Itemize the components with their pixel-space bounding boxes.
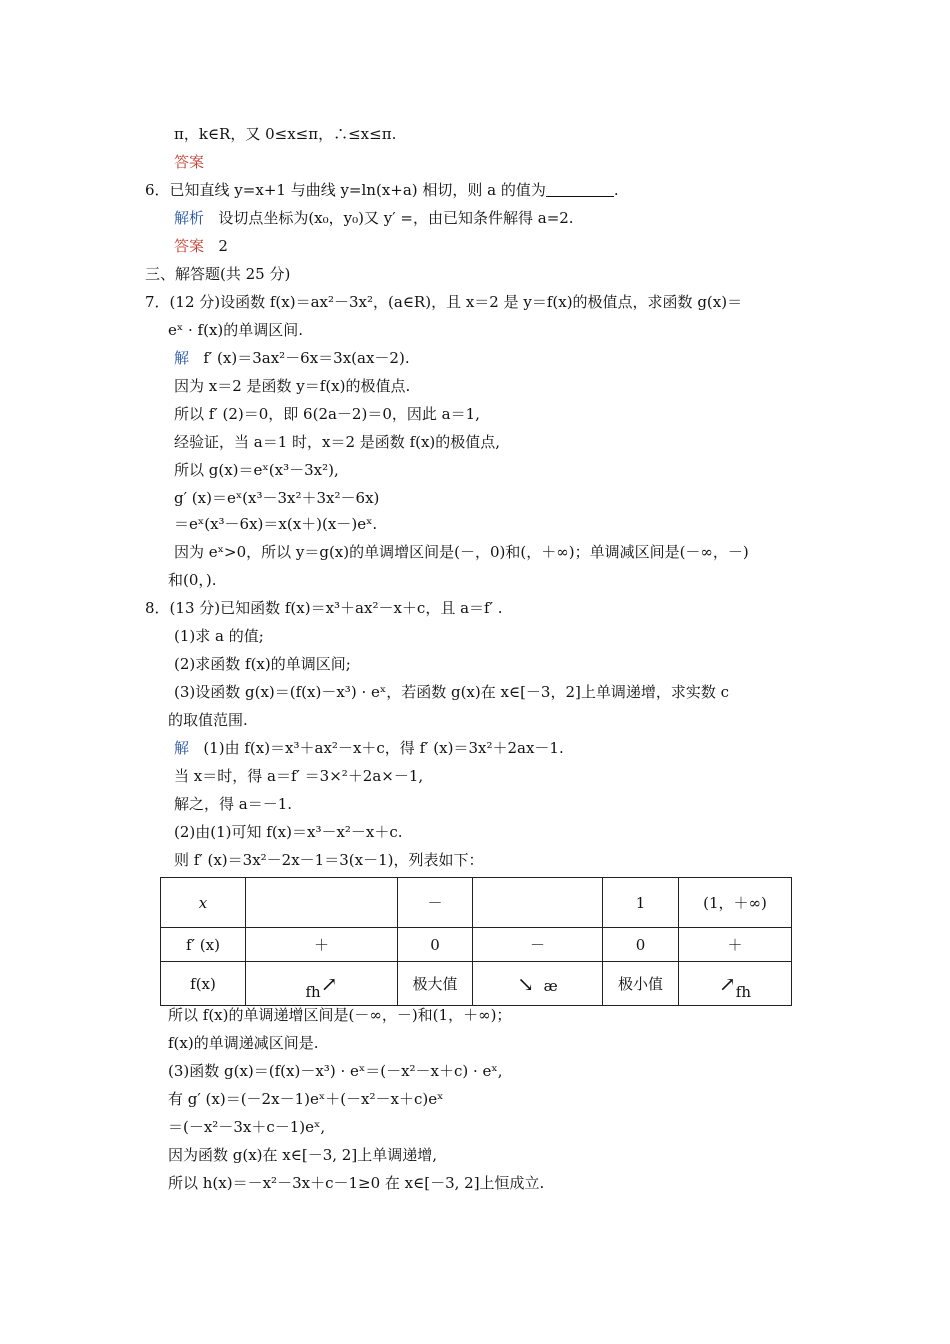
analysis-line: 解析 设切点坐标为(x₀，y₀)又 y′ =，由已知条件解得 a=2. — [174, 209, 574, 227]
solution-line: 解 (1)由 f(x)＝x³＋ax²－x＋c，得 f′ (x)＝3x²＋2ax－1. — [174, 739, 564, 757]
text-line: ＝eˣ(x³－6x)＝x(x＋)(x－)eˣ. — [174, 515, 378, 533]
solution-label: 解 — [174, 739, 190, 757]
text-line: 经验证，当 a＝1 时，x＝2 是函数 f(x)的极值点, — [174, 433, 501, 451]
answer-line: 答案 2 — [174, 237, 228, 255]
answer-blank — [546, 182, 614, 197]
variation-table — [160, 877, 792, 1006]
text-line: ＝(－x²－3x＋c－1)eˣ, — [168, 1118, 326, 1136]
table-cell: 极大值 — [398, 962, 473, 1006]
text-line: eˣ · f(x)的单调区间. — [168, 321, 304, 339]
increasing-arrow-icon: ↗ — [320, 971, 338, 996]
analysis-label: 解析 — [174, 209, 205, 227]
table-cell: ＋ — [246, 928, 398, 962]
table-cell — [473, 878, 603, 928]
table-cell: ↗fh — [679, 962, 792, 1006]
text-line: 的取值范围. — [168, 711, 248, 729]
text-line: (2)求函数 f(x)的单调区间; — [174, 655, 351, 673]
text-line: (3)函数 g(x)＝(f(x)－x³) · eˣ＝(－x²－x＋c) · eˣ, — [168, 1062, 503, 1080]
solution-label: 解 — [174, 349, 190, 367]
table-cell: f′ (x) — [161, 928, 246, 962]
table-cell: ↘ æ — [473, 962, 603, 1006]
text-line: 则 f′ (x)＝3x²－2x－1＝3(x－1)，列表如下： — [174, 851, 484, 869]
table-cell: f(x) — [161, 962, 246, 1006]
text-line: (2)由(1)可知 f(x)＝x³－x²－x＋c. — [174, 823, 403, 841]
table-cell: － — [398, 878, 473, 928]
text-line: 和(0，). — [168, 571, 217, 589]
question-7: 7．(12 分)设函数 f(x)＝ax²－3x²，(a∈R)，且 x＝2 是 y＝f(x)的极值点，求函数 g(x)＝ — [145, 293, 743, 311]
table-row — [161, 928, 792, 962]
text-line: 所以 f′ (2)＝0，即 6(2a－2)＝0，因此 a＝1, — [174, 405, 480, 423]
table-row — [161, 962, 792, 1006]
text-line: 当 x＝时，得 a＝f′ ＝3×²＋2a×－1, — [174, 767, 424, 785]
table-cell: 0 — [398, 928, 473, 962]
text-line: 因为 eˣ>0，所以 y＝g(x)的单调增区间是(－，0)和(，＋∞)；单调减区间是(－∞，－) — [174, 543, 749, 561]
text-line: 解之，得 a＝－1. — [174, 795, 293, 813]
text-line: g′ (x)＝eˣ(x³－3x²＋3x²－6x) — [174, 489, 380, 507]
increasing-arrow-icon: ↗ — [719, 971, 736, 996]
text-line: (1)求 a 的值; — [174, 627, 264, 645]
section-heading: 三、解答题(共 25 分) — [145, 265, 291, 283]
table-cell: ＋ — [679, 928, 792, 962]
answer-label: 答案 — [174, 153, 205, 171]
text-line: 因为函数 g(x)在 x∈[－3, 2]上单调递增, — [168, 1146, 437, 1164]
text-line: 所以 f(x)的单调递增区间是(－∞，－)和(1，＋∞)； — [168, 1006, 512, 1024]
text-line: (3)设函数 g(x)＝(f(x)－x³) · eˣ，若函数 g(x)在 x∈[－3，2]上单调递增，求实数 c — [174, 683, 730, 701]
table-row — [161, 878, 792, 928]
table-cell: 极小值 — [603, 962, 679, 1006]
solution-line: 解 f′ (x)＝3ax²－6x＝3x(ax－2). — [174, 349, 410, 367]
text-line: 所以 h(x)＝－x²－3x＋c－1≥0 在 x∈[－3, 2]上恒成立. — [168, 1174, 545, 1192]
table-cell: x — [161, 878, 246, 928]
table-cell: 0 — [603, 928, 679, 962]
text-line: 因为 x＝2 是函数 y＝f(x)的极值点. — [174, 377, 411, 395]
table-cell: － — [473, 928, 603, 962]
text-line: π，k∈R，又 0≤x≤π，∴≤x≤π. — [174, 125, 397, 143]
table-cell: 1 — [603, 878, 679, 928]
answer-label: 答案 — [174, 237, 205, 255]
decreasing-arrow-icon: ↘ — [517, 971, 535, 996]
table-cell — [246, 878, 398, 928]
text-line: 所以 g(x)＝eˣ(x³－3x²), — [174, 461, 339, 479]
text-line: 有 g′ (x)＝(－2x－1)eˣ＋(－x²－x＋c)eˣ — [168, 1090, 444, 1108]
table-cell: (1，＋∞) — [679, 878, 792, 928]
question-6: 6．已知直线 y=x+1 与曲线 y=ln(x+a) 相切，则 a 的值为 . — [145, 181, 619, 199]
table-cell: fh↗ — [246, 962, 398, 1006]
text-line: f(x)的单调递减区间是. — [168, 1034, 319, 1052]
question-8: 8．(13 分)已知函数 f(x)＝x³＋ax²－x＋c，且 a＝f′ . — [145, 599, 503, 617]
